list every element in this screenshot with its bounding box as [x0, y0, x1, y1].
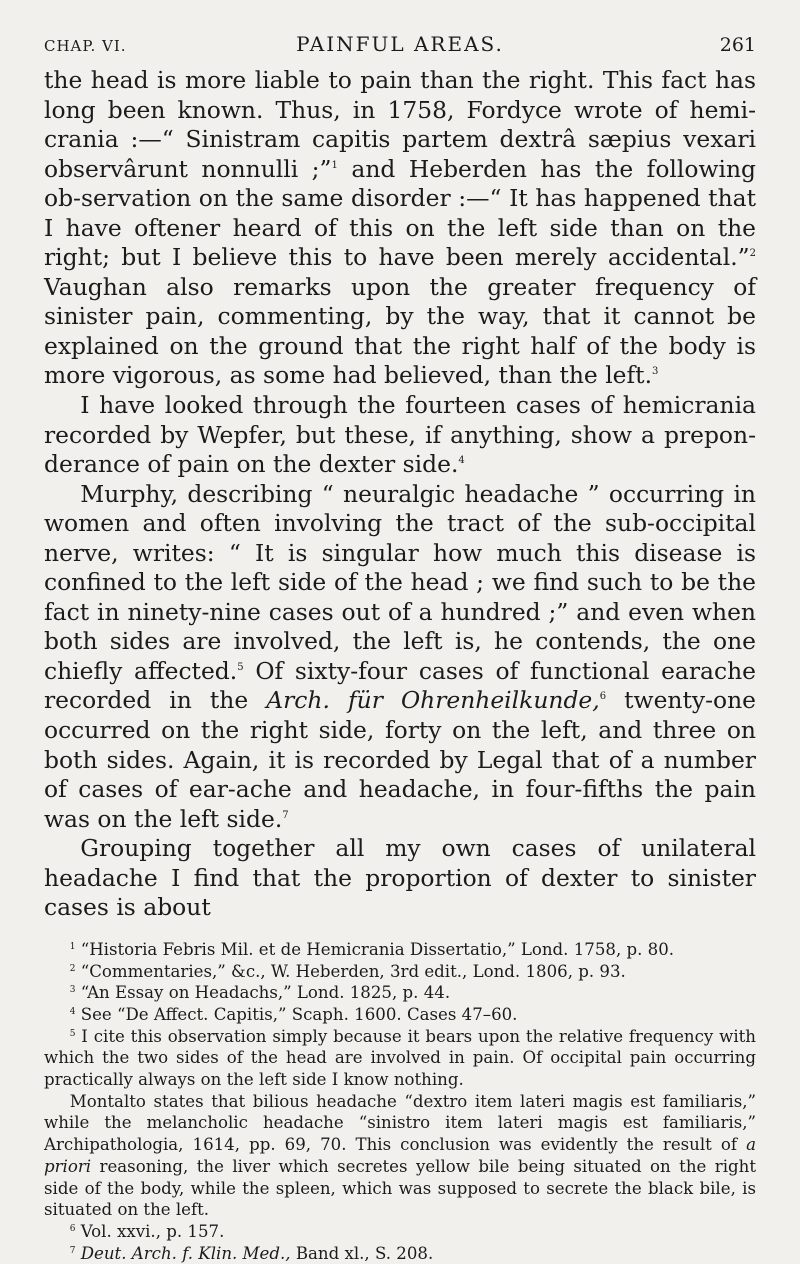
- footnote-1: [44, 939, 756, 961]
- paragraph-2: [44, 391, 756, 480]
- footnote-number: 5: [69, 1028, 76, 1039]
- footnote-text: See “De Affect. Capitis,” Scaph. 1600. Cases 47–60.: [75, 1004, 518, 1024]
- paragraph-text: Murphy, describing “ neuralgic headache ” occurring in women and often involving the tract of the sub-occipital nerve, writes: “ It is singular how much this disease is confined to the left side of the head ; we find such to be the fact in ninety-nine cases out of a hundred ;” and even when both sides are involved, the left is, he contends, the one chiefly affected.: [44, 479, 756, 685]
- body-text: [44, 66, 756, 923]
- paragraph-text: Grouping together all my own cases of unilateral headache I find that the proportion of dexter to sinister cases is about: [44, 834, 756, 922]
- footnote-ref: 2: [749, 248, 756, 260]
- footnote-italic: a priori: [44, 1135, 756, 1176]
- footnote-ref: 6: [599, 691, 607, 703]
- footnote-6: [44, 1221, 756, 1243]
- paragraph-text: Vaughan also remarks upon the greater frequency of sinister pain, commenting, by the way, that it cannot be explained on the ground that the right half of the body is more vigorous, as some had believed, than the left.: [44, 272, 756, 390]
- footnote-text: I cite this observation simply because it bears upon the relative frequency with which the two sides of the head are involved in pain. Of occipital pain occurring practically always on the left side I know nothing.: [44, 1026, 756, 1090]
- footnote-ref: 3: [652, 366, 659, 378]
- paragraph-text: the head is more liable to pain than the right. This fact has long been known. Thus, in 1758, Fordyce wrote of hemi-crania :—“ Sinistram capitis partem dextrâ sæpius vexari observârunt nonnulli ;”: [44, 66, 756, 183]
- footnote-ref: 1: [331, 159, 338, 171]
- footnote-italic: Deut. Arch. f. Klin. Med.,: [80, 1243, 291, 1263]
- footnote-ref: 5: [237, 661, 244, 673]
- footnote-number: 3: [69, 985, 76, 996]
- page-title: PAINFUL AREAS.: [296, 32, 504, 56]
- footnote-number: 4: [69, 1006, 76, 1017]
- footnote-ref: 7: [282, 809, 289, 821]
- footnote-text: Vol. xxvi., p. 157.: [75, 1222, 225, 1241]
- footnote-text: “An Essay on Headachs,” Lond. 1825, p. 44.: [75, 983, 451, 1003]
- footnote-text: “Historia Febris Mil. et de Hemicrania Dissertatio,” Lond. 1758, p. 80.: [75, 939, 675, 959]
- paragraph-text: Of sixty-four cases of functional earache recorded in the: [44, 656, 756, 715]
- footnote-5: [44, 1026, 756, 1091]
- footnote-ref: 4: [458, 455, 465, 467]
- footnote-number: 2: [69, 963, 76, 974]
- footnote-3: [44, 982, 756, 1004]
- paragraph-3: [44, 480, 756, 835]
- footnote-number: 1: [69, 941, 76, 952]
- footnote-text: Band xl., S. 208.: [290, 1243, 434, 1263]
- page-number: 261: [719, 34, 756, 56]
- footnote-text: Montalto states that bilious headache “dextro item lateri magis est familiaris,” while the melancholic headache “sinistro item lateri magis est familiaris,” Archipathologia, 1614, pp. 69, 70. This conclusion was evidently the result of: [44, 1091, 756, 1155]
- footnote-4: [44, 1004, 756, 1026]
- footnote-text: reasoning, the liver which secretes yellow bile being situated on the right side of the body, while the spleen, which was supposed to secrete the black bile, is situated on the left.: [44, 1156, 756, 1220]
- footnote-number: 6: [69, 1224, 76, 1234]
- footnote-2: [44, 961, 756, 983]
- footnote-5-continued: [44, 1091, 756, 1221]
- paragraph-text: and Heberden has the following ob-servation on the same disorder :—“ It has happened that I have oftener heard of this on the left side than on the right; but I believe this to have been merely accidental.”: [44, 154, 757, 272]
- chapter-label: CHAP. VI.: [44, 37, 127, 55]
- footnote-7: [44, 1243, 756, 1264]
- journal-title: Arch. für Ohrenheilkunde,: [266, 686, 600, 715]
- footnote-number: 7: [69, 1245, 76, 1256]
- paragraph-1: [44, 66, 756, 391]
- footnotes: [44, 939, 756, 1264]
- paragraph-text: twenty-one occurred on the right side, forty on the left, and three on both sides. Again, it is recorded by Legal that of a number of cases of ear-ache and headache, in four-fifths the pain was on the left side.: [44, 686, 756, 833]
- footnote-text: “Commentaries,” &c., W. Heberden, 3rd edit., Lond. 1806, p. 93.: [75, 961, 626, 981]
- running-head: [44, 32, 756, 66]
- paragraph-text: I have looked through the fourteen cases of hemicrania recorded by Wepfer, but these, if anything, show a prepon-derance of pain on the dexter side.: [44, 391, 756, 479]
- paragraph-4: [44, 834, 756, 923]
